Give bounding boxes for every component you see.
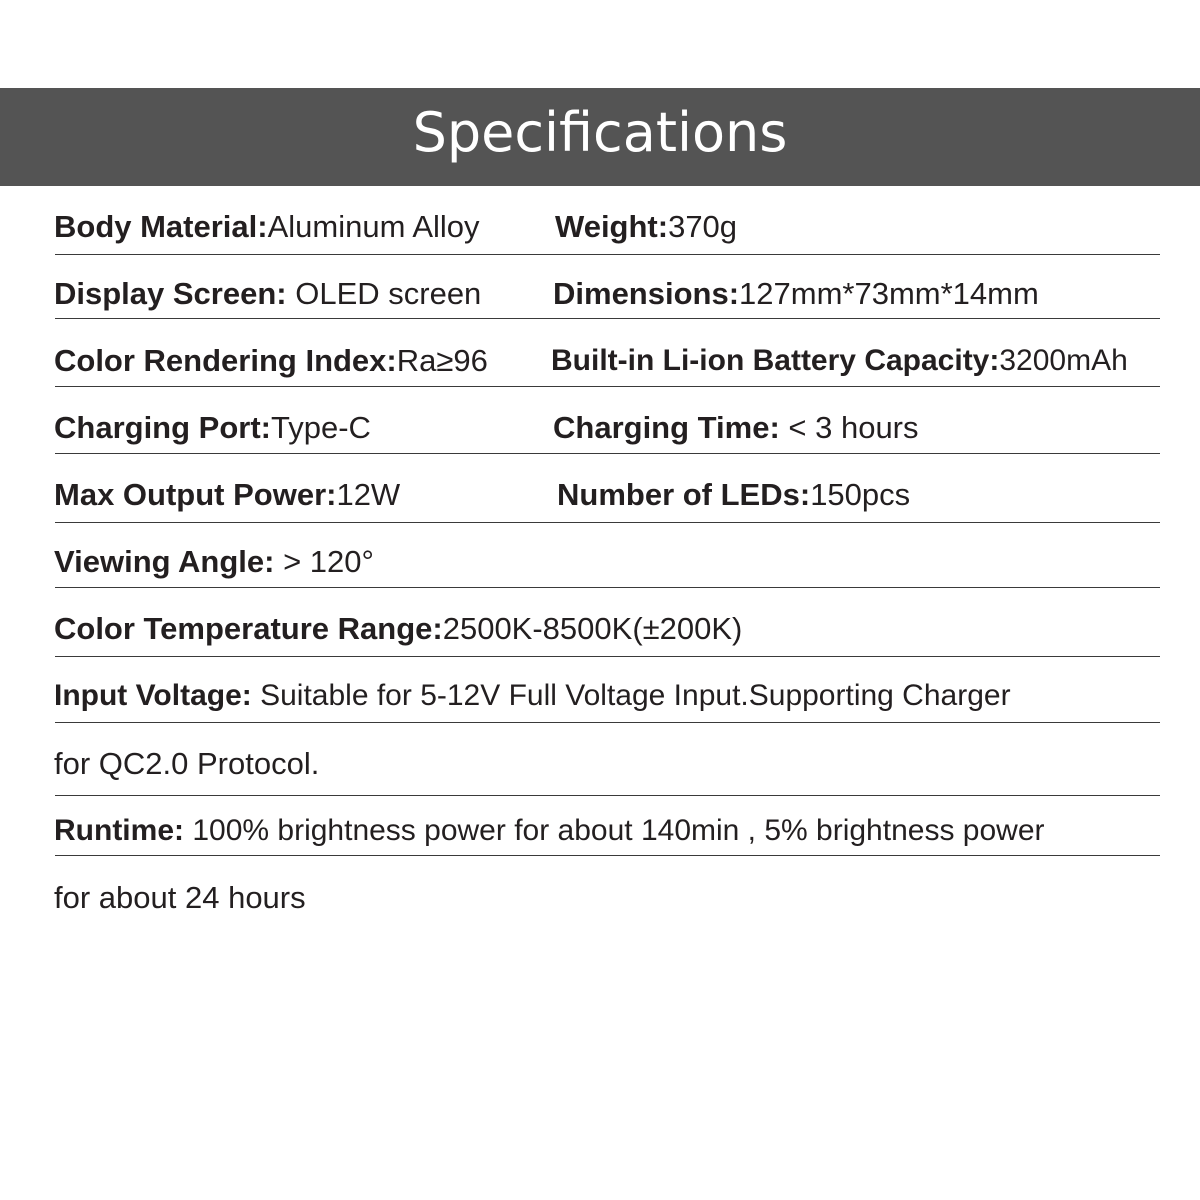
spec-runtime — [54, 813, 1045, 849]
divider — [55, 522, 1160, 523]
spec-viewing-angle — [54, 544, 374, 580]
spec-value: 3200mAh — [999, 344, 1128, 377]
spec-charging-port — [54, 410, 371, 446]
divider — [55, 656, 1160, 657]
spec-display-screen — [54, 276, 481, 312]
spec-battery-capacity — [551, 343, 1128, 379]
spec-value: 100% brightness power for about 140min , 5% brightness power — [184, 814, 1045, 847]
spec-label: Color Temperature Range: — [54, 611, 443, 646]
divider — [55, 722, 1160, 723]
spec-value: Type-C — [271, 410, 371, 445]
spec-value: 12W — [336, 477, 401, 512]
spec-label: Body Material: — [54, 209, 268, 244]
spec-runtime-continued — [54, 880, 306, 916]
spec-value: Ra≥96 — [396, 343, 488, 378]
spec-value: 150pcs — [810, 477, 911, 512]
divider — [55, 587, 1160, 588]
spec-label: Number of LEDs: — [557, 477, 811, 512]
spec-max-output-power — [54, 477, 400, 513]
spec-value: Suitable for 5-12V Full Voltage Input.Supporting Charger — [251, 679, 1011, 712]
spec-label: Charging Port: — [54, 410, 271, 445]
title-banner — [0, 88, 1200, 186]
spec-label: Max Output Power: — [54, 477, 337, 512]
spec-value: > 120° — [274, 544, 374, 579]
spec-value: for QC2.0 Protocol. — [54, 746, 320, 781]
spec-color-temperature-range — [54, 611, 742, 647]
spec-weight — [555, 209, 737, 245]
spec-value: for about 24 hours — [54, 880, 306, 915]
spec-dimensions — [553, 276, 1039, 312]
spec-label: Input Voltage: — [54, 679, 252, 712]
spec-label: Weight: — [555, 209, 669, 244]
spec-label: Dimensions: — [553, 276, 740, 311]
divider — [55, 855, 1160, 856]
spec-label: Viewing Angle: — [54, 544, 275, 579]
divider — [55, 453, 1160, 454]
spec-value: 127mm*73mm*14mm — [739, 276, 1039, 311]
spec-value: 2500K-8500K(±200K) — [442, 611, 743, 646]
divider — [55, 386, 1160, 387]
divider — [55, 318, 1160, 319]
spec-label: Built-in Li-ion Battery Capacity: — [551, 344, 1000, 377]
spec-label: Color Rendering Index: — [54, 343, 397, 378]
page-title: Specifications — [412, 101, 788, 164]
divider — [55, 795, 1160, 796]
spec-input-voltage — [54, 678, 1011, 714]
spec-label: Display Screen: — [54, 276, 287, 311]
spec-body-material — [54, 209, 480, 245]
divider — [55, 254, 1160, 255]
spec-number-of-leds — [557, 477, 910, 513]
spec-value: 370g — [668, 209, 738, 244]
spec-label: Runtime: — [54, 814, 184, 847]
spec-value: Aluminum Alloy — [267, 209, 480, 244]
spec-label: Charging Time: — [553, 410, 780, 445]
spec-value: OLED screen — [286, 276, 482, 311]
spec-input-voltage-continued — [54, 746, 319, 782]
spec-charging-time — [553, 410, 919, 446]
spec-value: < 3 hours — [779, 410, 919, 445]
spec-color-rendering-index — [54, 343, 488, 379]
